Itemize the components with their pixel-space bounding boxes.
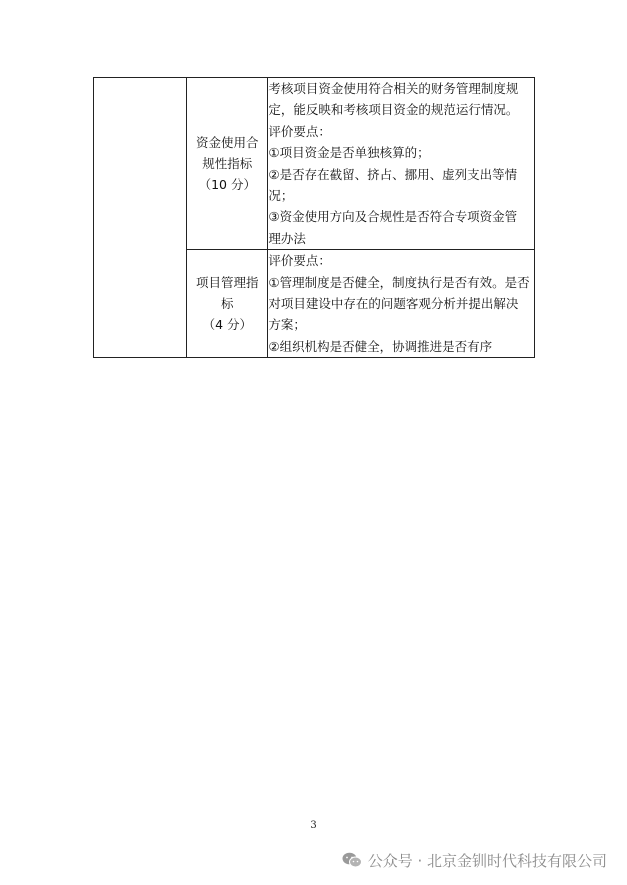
description-line: 对项目建设中存在的问题客观分析并提出解决 bbox=[268, 296, 519, 312]
indicator-line: 项目管理指 bbox=[196, 275, 259, 291]
description-line: 评价要点： bbox=[268, 123, 331, 139]
description-cell bbox=[268, 250, 535, 358]
indicator-score: （10 分） bbox=[198, 177, 256, 193]
description-line: 考核项目资金使用符合相关的财务管理制度规 bbox=[268, 81, 519, 96]
description-line: ②是否存在截留、挤占、挪用、虚列支出等情况； bbox=[268, 166, 518, 204]
indicator-line: 资金使用合 bbox=[196, 135, 259, 151]
description-line: 评价要点： bbox=[268, 253, 331, 269]
description-line: ①管理制度是否健全，制度执行是否有效。是否 bbox=[268, 274, 530, 290]
description-line: ③资金使用方向及合规性是否符合专项资金管 bbox=[268, 209, 518, 225]
indicator-score: （4 分） bbox=[202, 317, 252, 333]
table-row bbox=[94, 78, 535, 250]
description-line: 理办法 bbox=[268, 230, 306, 246]
description-line: 方案； bbox=[268, 317, 306, 333]
description-line: 定，能反映和考核项目资金的规范运行情况。 bbox=[268, 102, 519, 118]
indicator-cell bbox=[187, 78, 268, 250]
indicator-cell bbox=[187, 250, 268, 358]
indicator-line: 标 bbox=[221, 296, 234, 312]
category-cell bbox=[94, 78, 187, 358]
description-line: ①项目资金是否单独核算的； bbox=[268, 145, 430, 161]
evaluation-table bbox=[93, 77, 535, 358]
description-cell bbox=[268, 78, 535, 250]
indicator-line: 规性指标 bbox=[202, 156, 253, 172]
wechat-icon bbox=[342, 852, 362, 868]
watermark bbox=[342, 850, 607, 870]
page-number: 3 bbox=[310, 820, 317, 831]
description-line: ②组织机构是否健全，协调推进是否有序 bbox=[268, 338, 493, 354]
watermark-text: 公众号 · 北京金钏时代科技有限公司 bbox=[367, 851, 607, 870]
